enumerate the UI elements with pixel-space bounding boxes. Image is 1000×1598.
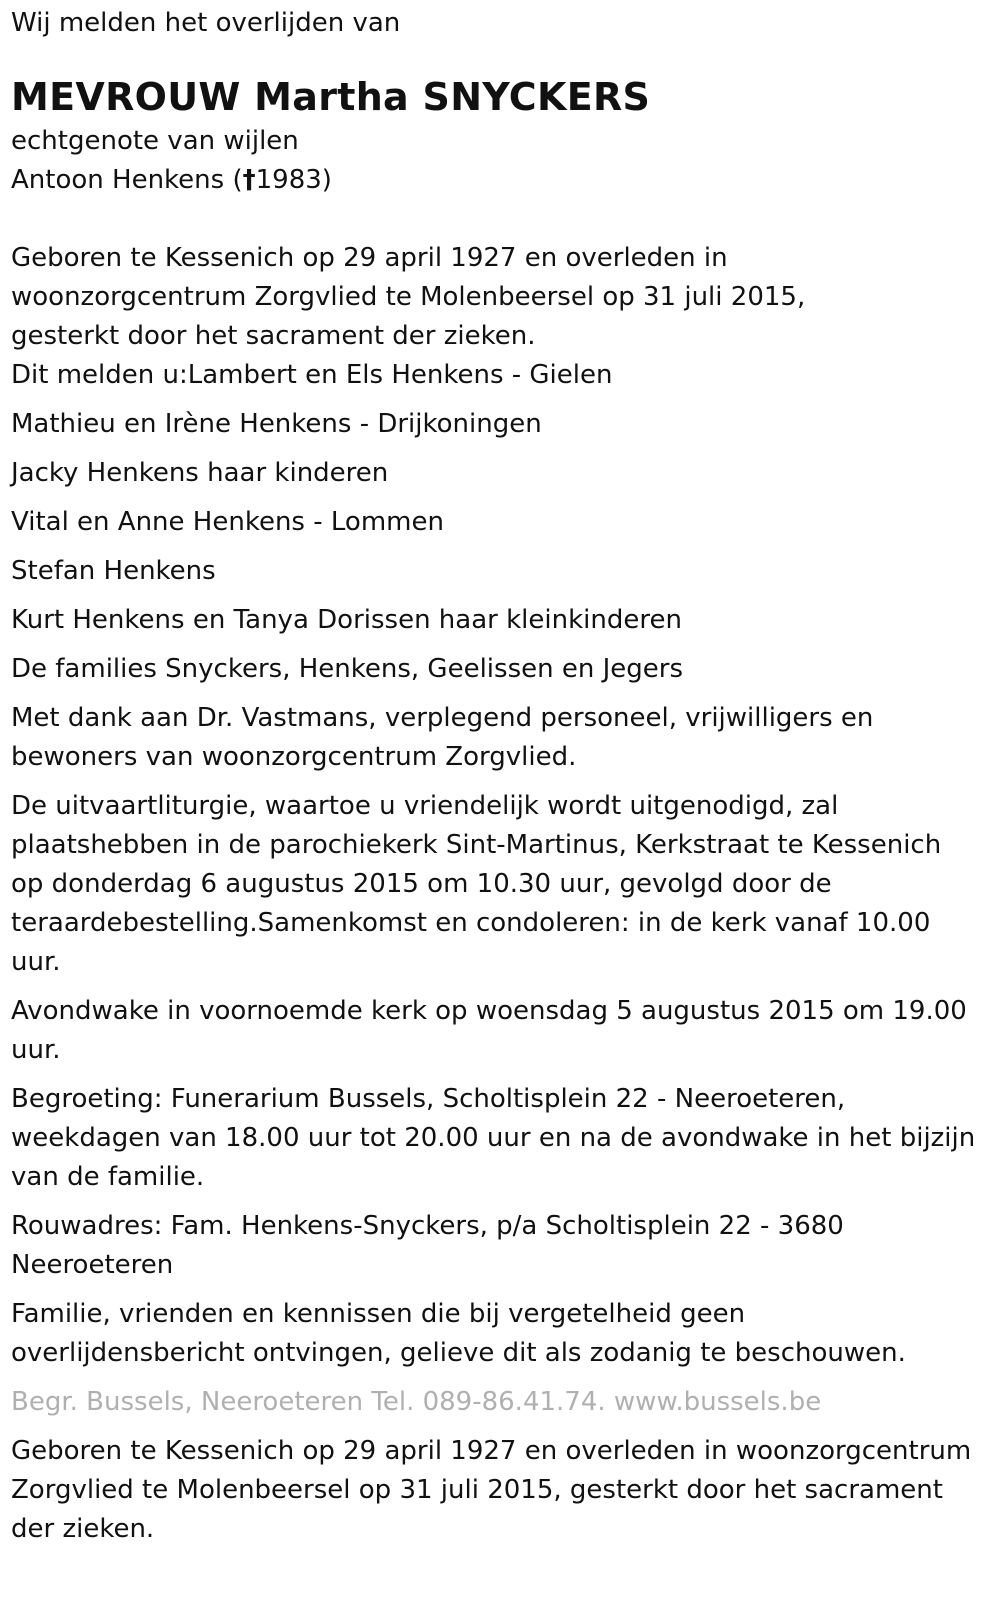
funeral-line-4: teraardebestelling.Samenkomst en condoleren: in de kerk vanaf 10.00 (11, 908, 931, 938)
spouse-line-2 (11, 161, 1000, 200)
funeral-line-1: De uitvaartliturgie, waartoe u vriendelijk wordt uitgenodigd, zal (11, 791, 839, 821)
vigil-line-2: uur. (11, 1035, 61, 1065)
birth-line-3: gesterkt door het sacrament der zieken. (11, 321, 536, 351)
family-item: Stefan Henkens (11, 556, 216, 586)
spouse-line-1: echtgenote van wijlen (11, 126, 299, 156)
vigil-paragraph (11, 992, 1000, 1070)
summary-line-3: der zieken. (11, 1514, 155, 1544)
thanks-line-2: bewoners van woonzorgcentrum Zorgvlied. (11, 742, 577, 772)
funeral-line-2: plaatshebben in de parochiekerk Sint-Martinus, Kerkstraat te Kessenich (11, 830, 942, 860)
summary-paragraph (11, 1432, 1000, 1549)
deceased-name: MEVROUW Martha SNYCKERS (11, 75, 651, 119)
spouse-death-year: 1983) (255, 165, 332, 195)
family-list (11, 405, 1000, 689)
spouse-info (11, 122, 1000, 200)
greeting-paragraph (11, 1080, 1000, 1197)
birth-line-4: Dit melden u:Lambert en Els Henkens - Gielen (11, 360, 613, 390)
greeting-line-3: van de familie. (11, 1162, 205, 1192)
birth-death-info (11, 239, 1000, 395)
family-item: Jacky Henkens haar kinderen (11, 458, 389, 488)
thanks-paragraph (11, 699, 1000, 777)
address-paragraph (11, 1207, 1000, 1285)
birth-line-2: woonzorgcentrum Zorgvlied te Molenbeersel op 31 juli 2015, (11, 282, 806, 312)
family-item: Mathieu en Irène Henkens - Drijkoningen (11, 409, 542, 439)
address-line-2: Neeroeteren (11, 1250, 174, 1280)
birth-line-1: Geboren te Kessenich op 29 april 1927 en overleden in (11, 243, 728, 273)
summary-line-1: Geboren te Kessenich op 29 april 1927 en overleden in woonzorgcentrum (11, 1436, 972, 1466)
notice-paragraph (11, 1295, 1000, 1373)
spouse-name: Antoon Henkens ( (11, 165, 243, 195)
intro-text: Wij melden het overlijden van (11, 8, 401, 38)
thanks-line-1: Met dank aan Dr. Vastmans, verplegend personeel, vrijwilligers en (11, 703, 874, 733)
funeral-paragraph (11, 787, 1000, 982)
address-line-1: Rouwadres: Fam. Henkens-Snyckers, p/a Scholtisplein 22 - 3680 (11, 1211, 844, 1241)
greeting-line-1: Begroeting: Funerarium Bussels, Scholtisplein 22 - Neeroeteren, (11, 1084, 846, 1114)
notice-line-1: Familie, vrienden en kennissen die bij vergetelheid geen (11, 1299, 746, 1329)
vigil-line-1: Avondwake in voornoemde kerk op woensdag 5 augustus 2015 om 19.00 (11, 996, 967, 1026)
greeting-line-2: weekdagen van 18.00 uur tot 20.00 uur en na de avondwake in het bijzijn (11, 1123, 976, 1153)
family-item: Kurt Henkens en Tanya Dorissen haar kleinkinderen (11, 605, 682, 635)
notice-line-2: overlijdensbericht ontvingen, gelieve dit als zodanig te beschouwen. (11, 1338, 906, 1368)
family-item: Vital en Anne Henkens - Lommen (11, 507, 444, 537)
family-item: De families Snyckers, Henkens, Geelissen en Jegers (11, 654, 683, 684)
funeral-line-3: op donderdag 6 augustus 2015 om 10.30 uur, gevolgd door de (11, 869, 832, 899)
funeral-line-5: uur. (11, 947, 61, 977)
undertaker-info: Begr. Bussels, Neeroeteren Tel. 089-86.41.74. www.bussels.be (11, 1387, 822, 1417)
summary-line-2: Zorgvlied te Molenbeersel op 31 juli 2015, gesterkt door het sacrament (11, 1475, 943, 1505)
cross-icon: † (242, 165, 256, 195)
